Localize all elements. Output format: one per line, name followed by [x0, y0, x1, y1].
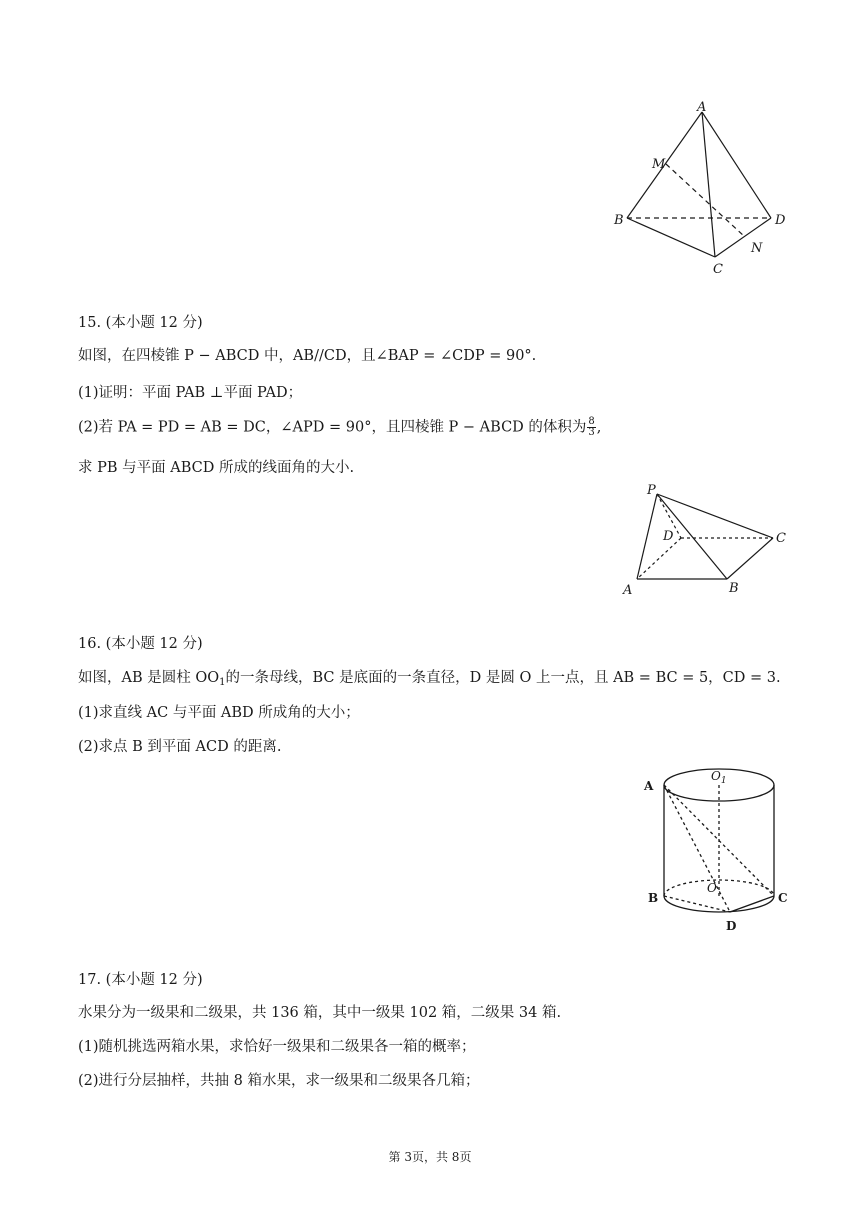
- label-B: B: [614, 213, 624, 228]
- q16-part2: (2)求点 B 到平面 ACD 的距离.: [78, 739, 282, 755]
- label-D: D: [726, 919, 737, 933]
- cylinder-figure: [640, 760, 800, 940]
- q17-header: 17. (本小题 12 分): [78, 972, 203, 988]
- q17-part1: (1)随机挑选两箱水果，求恰好一级果和二级果各一箱的概率；: [78, 1039, 476, 1055]
- tetrahedron-figure: [605, 100, 795, 285]
- label-D: D: [775, 213, 786, 228]
- page-footer: 第 3页，共 8页: [388, 1150, 472, 1164]
- label-A: A: [697, 100, 707, 115]
- label-D: D: [663, 529, 674, 544]
- q15-part3: 求 PB 与平面 ABCD 所成的线面角的大小.: [78, 460, 355, 476]
- label-O: O: [707, 881, 717, 895]
- q15-stem: 如图，在四棱锥 P − ABCD 中，AB//CD，且∠BAP = ∠CDP = 90°.: [78, 348, 537, 364]
- label-N: N: [751, 241, 763, 256]
- label-C: C: [776, 531, 786, 546]
- label-B: B: [648, 891, 659, 905]
- q15-part2-text: (2)若 PA = PD = AB = DC，∠APD = 90°，且四棱锥 P − ABCD 的体积为: [78, 419, 587, 436]
- label-P: P: [647, 483, 656, 498]
- q17-part2: (2)进行分层抽样，共抽 8 箱水果，求一级果和二级果各几箱；: [78, 1073, 480, 1089]
- label-A: A: [644, 779, 654, 793]
- fraction-eight-thirds: $\frac{8}{3}$: [588, 416, 595, 438]
- label-C: C: [778, 891, 788, 905]
- q15-part1: (1)证明：平面 PAB ⊥平面 PAD；: [78, 385, 303, 401]
- q17-stem: 水果分为一级果和二级果，共 136 箱，其中一级果 102 箱，二级果 34 箱.: [78, 1005, 562, 1021]
- label-B: B: [729, 581, 739, 596]
- label-M: M: [652, 157, 666, 172]
- label-C: C: [713, 262, 723, 277]
- label-A: A: [623, 583, 633, 598]
- q16-stem: 如图，AB 是圆柱 $OO_1$的一条母线，BC 是底面的一条直径，D 是圆 O 上一点，且 AB = BC = 5，CD = 3.: [78, 670, 781, 688]
- label-O1: $O_1$: [711, 769, 727, 786]
- q16-header: 16. (本小题 12 分): [78, 636, 203, 652]
- q16-part1: (1)求直线 AC 与平面 ABD 所成角的大小；: [78, 705, 360, 721]
- pyramid-figure: [615, 478, 795, 598]
- q15-part2: (2)若 PA = PD = AB = DC，∠APD = 90°，且四棱锥 P − ABCD 的体积为 $\frac{8}{3}$ ,: [78, 416, 602, 438]
- q15-header: 15. (本小题 12 分): [78, 315, 203, 331]
